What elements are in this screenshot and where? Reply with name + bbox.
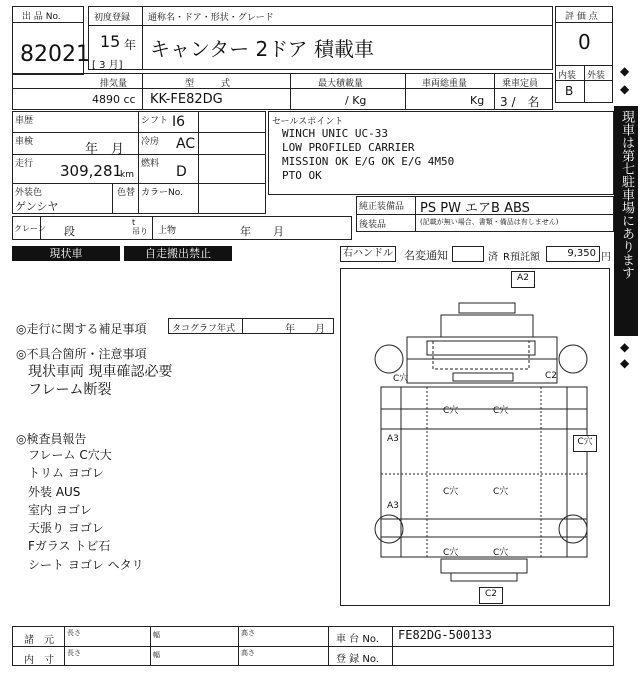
gross-weight-value: Kg <box>470 94 485 107</box>
diamond-icon: ◆ <box>620 340 630 354</box>
height-label: 高さ <box>241 649 255 657</box>
damage-label: A3 <box>387 434 399 444</box>
interior-label: 内装 <box>558 71 577 81</box>
aftermarket-note: (記載が無い場合、書類・備品は有しません) <box>420 218 559 226</box>
chassis-number: FE82DG-500133 <box>398 628 492 642</box>
defect-line: フレーム断裂 <box>28 382 112 398</box>
sales-point-line: WINCH UNIC UC-33 <box>282 127 388 140</box>
damage-label: C穴 <box>393 374 409 384</box>
score-label: 評 価 点 <box>565 12 598 22</box>
truck-diagram <box>341 269 609 605</box>
crane-label: クレーン <box>14 224 46 233</box>
sales-point-line: PTO OK <box>282 169 322 182</box>
inspector-line: フレーム C穴大 <box>28 448 112 462</box>
current-condition-badge: 現状車 <box>12 246 120 261</box>
lot-number: 82021 <box>20 42 90 67</box>
lot-label: 出 品 No. <box>22 12 61 22</box>
parking-message: 現車は第七駐車場にあります <box>619 110 634 279</box>
spec-label-row <box>12 73 553 89</box>
max-load-label: 最大積載量 <box>318 79 364 89</box>
registration-label: 登 録 No. <box>336 654 379 665</box>
inspector-line: Fガラス トビ石 <box>28 539 111 553</box>
displacement-value: 4890 cc <box>92 93 136 106</box>
inspector-line: 天張り ヨゴレ <box>28 521 104 535</box>
damage-tag-c-hole: C穴 <box>573 435 597 452</box>
score-value: 0 <box>578 30 591 54</box>
damage-label: A3 <box>387 501 399 511</box>
loading-date: 年 月 <box>240 225 284 238</box>
width-label: 幅 <box>153 651 160 659</box>
ac-label: 冷房 <box>141 137 160 147</box>
chassis-label: 車 台 No. <box>336 634 379 645</box>
displacement-label: 排気量 <box>100 79 128 89</box>
diamond-icon: ◆ <box>620 82 630 96</box>
sales-point-line: MISSION OK E/G OK E/G 4M50 <box>282 155 455 168</box>
fuel-value: D <box>176 164 187 180</box>
mileage-value: 309,281 <box>60 162 123 180</box>
standard-equip-label: 純正装備品 <box>359 202 405 212</box>
width-label: 幅 <box>153 631 160 639</box>
crane-stage: 段 <box>64 225 75 238</box>
inspector-line: トリム ヨゴレ <box>28 466 104 480</box>
crane-ton: t 吊り <box>132 218 148 236</box>
damage-label: C2 <box>545 371 558 381</box>
inspector-line: 外装 AUS <box>28 485 81 499</box>
recycle-fee-value: 9,350 <box>546 246 600 262</box>
ext-color-label: 外装色 <box>15 188 43 198</box>
name-change-box <box>452 246 484 262</box>
recycle-status: 済 <box>488 252 498 263</box>
inspection-value: 年 月 <box>85 142 125 157</box>
diamond-icon: ◆ <box>620 356 630 370</box>
recycle-fee-label: R預託額 <box>503 252 540 263</box>
model-value: KK-FE82DG <box>150 92 223 107</box>
parking-banner <box>614 58 638 378</box>
capacity-label: 乗車定員 <box>502 79 539 89</box>
fuel-label: 燃料 <box>141 159 160 169</box>
name-change-label: 名変通知 <box>404 249 448 262</box>
no-self-drive-badge: 自走搬出禁止 <box>124 246 232 261</box>
inspector-line: 室内 ヨゴレ <box>28 503 92 517</box>
inspector-title: ◎検査員報告 <box>16 432 87 446</box>
max-load-value: / Kg <box>345 94 367 107</box>
exterior-label: 外装 <box>587 71 606 81</box>
damage-label: C穴 <box>443 487 459 497</box>
damage-label: C穴 <box>443 406 459 416</box>
diamond-icon: ◆ <box>620 64 630 78</box>
damage-label: C穴 <box>493 406 509 416</box>
vehicle-diagram-frame <box>340 268 610 606</box>
reg-year-unit: 年 <box>124 38 137 52</box>
damage-tag-a2: A2 <box>511 271 535 288</box>
color-change-label: 色替 <box>117 188 136 198</box>
first-reg-label: 初度登録 <box>94 13 131 23</box>
damage-tag-c2: C2 <box>479 587 503 604</box>
dims-label: 諸 元 <box>24 635 54 646</box>
length-label: 長さ <box>67 649 81 657</box>
rhd-box: 右ハンドル <box>340 246 396 262</box>
damage-label: C穴 <box>443 548 459 558</box>
shift-label: シフト <box>141 116 169 126</box>
mileage-label: 走行 <box>15 159 34 169</box>
internal-dims-label: 内 寸 <box>24 655 54 666</box>
history-label: 車歴 <box>15 116 34 126</box>
inspection-label: 車検 <box>15 137 34 147</box>
sales-points-label: セールスポイント <box>272 117 344 127</box>
tachograph-label: タコグラフ年式 <box>172 324 236 334</box>
car-name-label: 通称名・ドア・形状・グレード <box>148 13 274 23</box>
ac-value: AC <box>176 136 196 152</box>
gross-weight-label: 車両総重量 <box>422 79 468 89</box>
mileage-unit: km <box>120 170 134 180</box>
supplement-title: ◎走行に関する補足事項 <box>16 322 147 336</box>
crane-row <box>12 216 352 240</box>
reg-year: 15 <box>100 32 121 51</box>
ext-color-value: ゲンシヤ <box>15 200 59 213</box>
recycle-fee-unit: 円 <box>601 252 611 263</box>
length-label: 長さ <box>67 629 81 637</box>
sales-point-line: LOW PROFILED CARRIER <box>282 141 415 154</box>
damage-label: C穴 <box>493 548 509 558</box>
reg-month: [ 3 月] <box>92 60 123 71</box>
shift-value: I6 <box>172 114 186 130</box>
inspector-line: シート ヨゴレ ヘタリ <box>28 558 144 572</box>
defect-line: 現状車両 現車確認必要 <box>28 364 173 380</box>
tachograph-value: 年 月 <box>285 324 325 335</box>
capacity-value: 3 / 名 <box>500 95 540 109</box>
interior-grade: B <box>565 84 574 98</box>
loading-label: 上物 <box>158 226 177 236</box>
car-name: キャンター 2ドア 積載車 <box>150 37 375 61</box>
defects-title: ◎不具合箇所・注意事項 <box>16 347 147 361</box>
model-label: 型 式 <box>185 79 231 89</box>
standard-equip-value: PS PW エアB ABS <box>420 201 530 216</box>
damage-label: C穴 <box>493 487 509 497</box>
height-label: 高さ <box>241 629 255 637</box>
color-code-label: カラーNo. <box>141 188 183 198</box>
aftermarket-label: 後装品 <box>359 220 387 230</box>
